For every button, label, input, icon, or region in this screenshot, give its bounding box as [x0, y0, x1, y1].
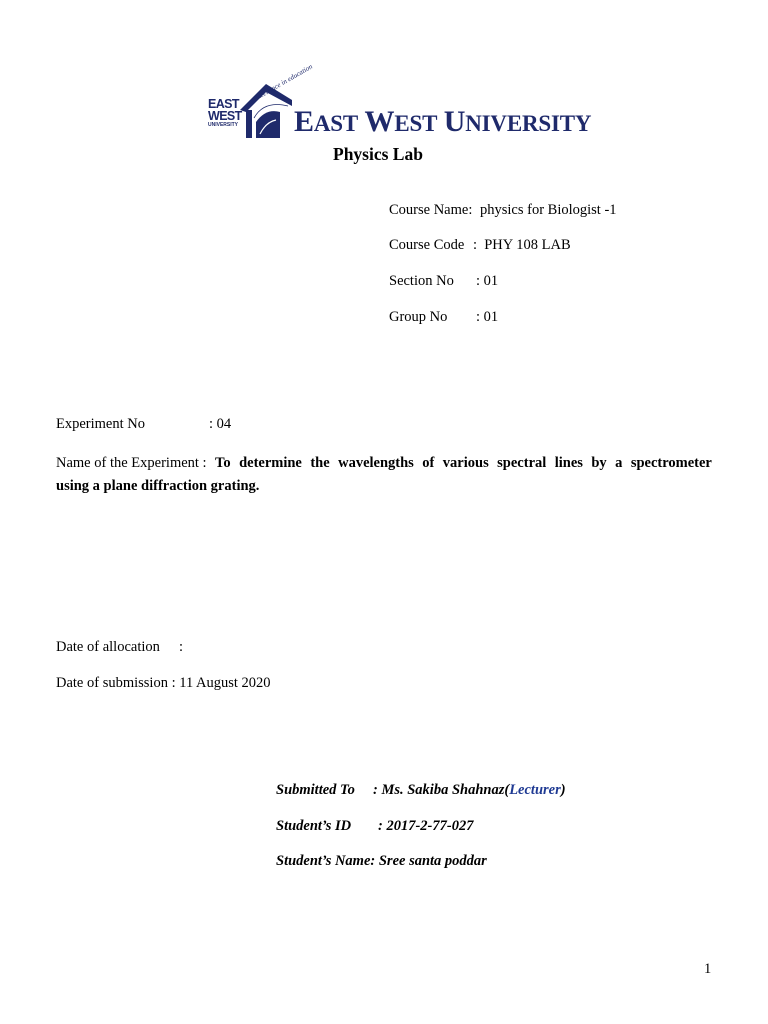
course-name-label: Course Name: [389, 202, 473, 218]
allocation-value: : [179, 639, 184, 655]
submitted-to-close: ) [560, 782, 566, 798]
experiment-no-label: Experiment No [56, 416, 145, 432]
student-id-label: Student’s ID [276, 818, 352, 834]
experiment-word: spectral [497, 455, 547, 471]
student-id-value: : 2017-2-77-027 [378, 818, 474, 834]
student-name-value: Sree santa poddar [378, 853, 487, 869]
experiment-word: lines [554, 455, 583, 471]
course-code-value: : PHY 108 LAB [472, 237, 571, 253]
group-row [389, 308, 447, 326]
section-label: Section No [389, 273, 454, 289]
submission-date: Date of submission : 11 August 2020 [56, 675, 271, 691]
logo-wordmark [294, 107, 591, 139]
course-code-row [389, 236, 571, 254]
experiment-word: various [442, 455, 489, 471]
experiment-name-label: Name of the Experiment : [56, 455, 207, 471]
logo-word-ast: AST [313, 111, 358, 136]
group-value: : 01 [476, 309, 499, 325]
logo-motto: Excellence in education [252, 62, 314, 103]
logo-word-niversity: NIVERSITY [465, 111, 592, 136]
logo-small-text [208, 98, 240, 128]
logo-small-university: UNIVERSITY [208, 122, 239, 128]
experiment-no-value: : 04 [209, 416, 232, 432]
course-code-label: Course Code [389, 237, 465, 253]
page-number: 1 [704, 961, 712, 977]
student-name-label: Student’s Name: [276, 853, 376, 869]
experiment-word: spectrometer [630, 455, 712, 471]
experiment-word: the [310, 455, 330, 471]
logo-word-e: E [294, 105, 314, 138]
experiment-word: by [591, 455, 607, 471]
page-title: Physics Lab [333, 144, 423, 164]
submitted-to-name: : Ms. Sakiba Shahnaz( [373, 782, 510, 798]
allocation-label: Date of allocation [56, 639, 160, 655]
experiment-word: of [422, 455, 435, 471]
section-value: : 01 [476, 273, 499, 289]
experiment-word: To [215, 455, 231, 471]
experiment-word: a [615, 455, 623, 471]
submitted-to-label: Submitted To [276, 782, 355, 798]
logo-small-west: WEST [208, 109, 242, 123]
experiment-word: determine [239, 455, 302, 471]
course-name-row [389, 201, 617, 219]
experiment-word: wavelengths [338, 455, 414, 471]
logo-small-east: EAST [208, 97, 239, 111]
logo-word-u: U [443, 105, 466, 138]
course-name-value: physics for Biologist -1 [479, 202, 617, 218]
experiment-name-line2: using a plane diffraction grating. [56, 478, 260, 494]
submitted-to-value [373, 781, 566, 799]
group-label: Group No [389, 309, 448, 325]
student-name-row [276, 852, 487, 870]
logo-word-est: EST [394, 111, 438, 136]
experiment-name-line1 [56, 454, 712, 472]
section-row [389, 272, 454, 290]
lecturer-role: Lecturer [509, 782, 561, 798]
logo-word-w: W [364, 105, 395, 138]
